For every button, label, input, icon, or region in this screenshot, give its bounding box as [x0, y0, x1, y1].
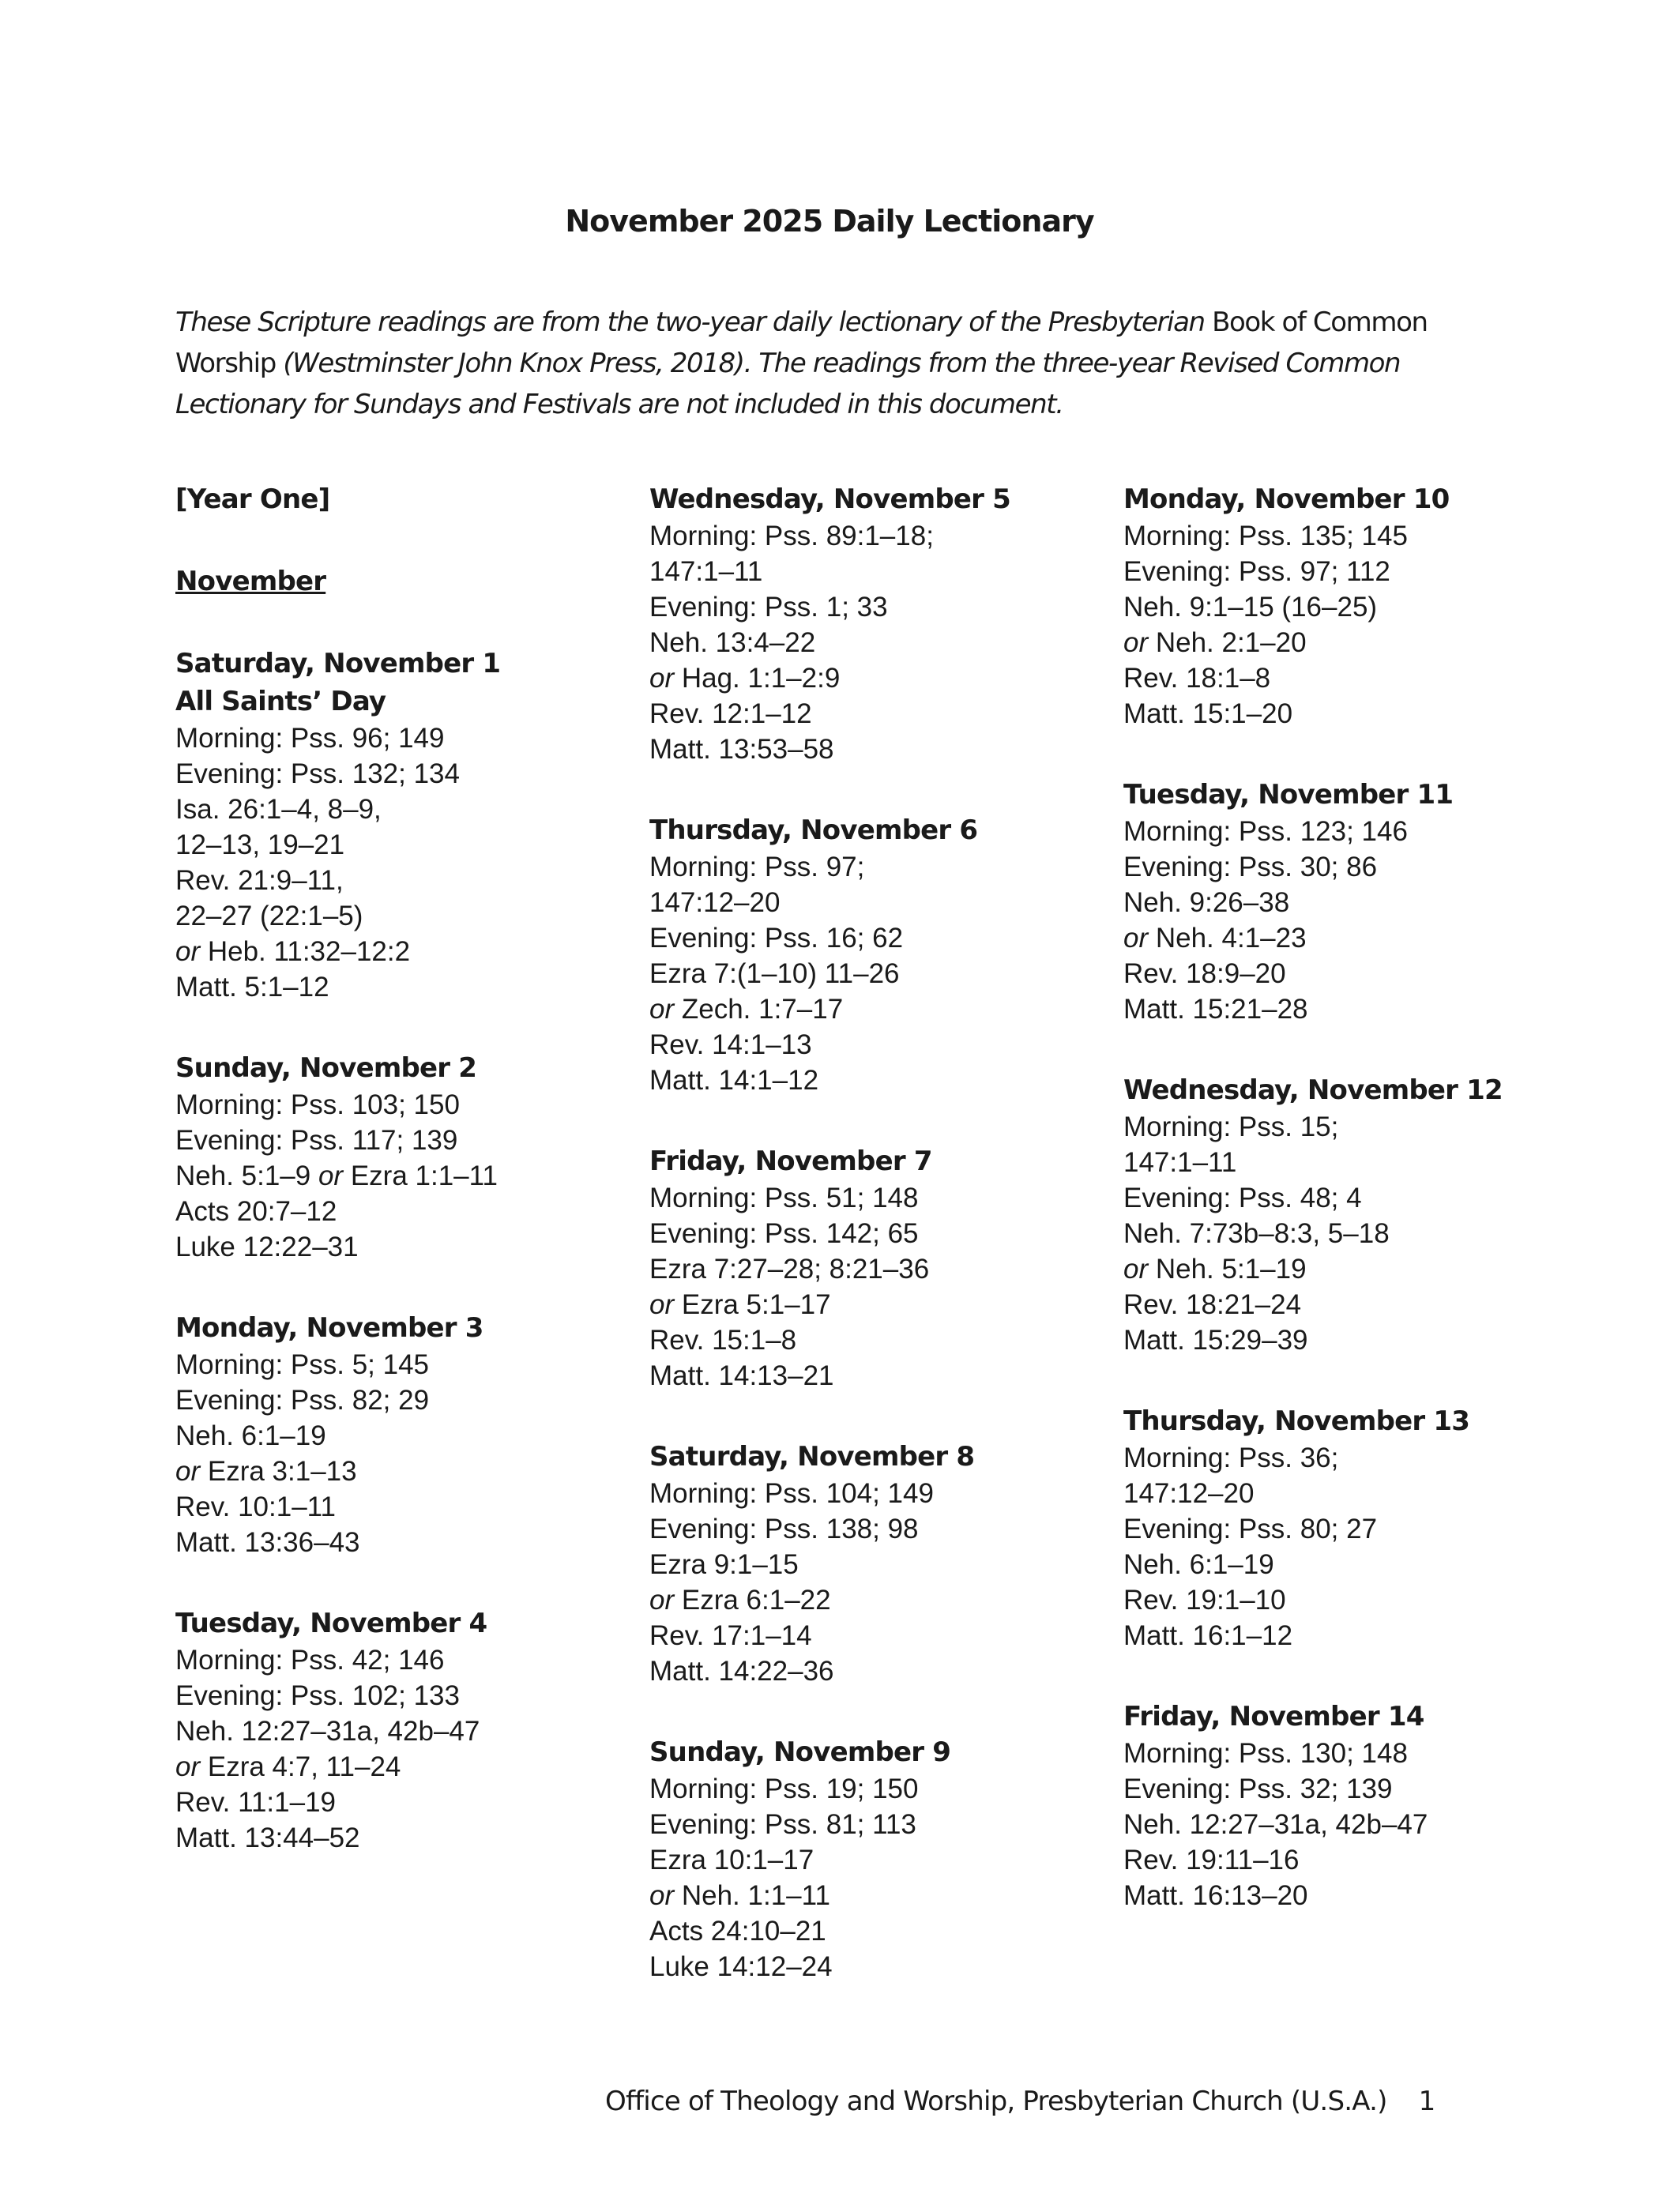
day-heading: Thursday, November 13 — [1123, 1405, 1470, 1437]
reading-line — [175, 1347, 634, 1382]
reading-text: Evening: Pss. 80; 27 — [1123, 1514, 1378, 1544]
alternative-marker: or — [649, 1289, 675, 1320]
reading-line — [649, 625, 1108, 660]
reading-line — [649, 1322, 1108, 1358]
reading-line — [1123, 1771, 1582, 1807]
reading-text: Matt. 13:53–58 — [649, 734, 834, 765]
reading-line — [175, 969, 634, 1005]
reading-line — [649, 885, 1108, 920]
reading-entry — [649, 1142, 1108, 1394]
page-footer — [605, 2086, 1435, 2117]
reading-text: 147:12–20 — [649, 887, 781, 918]
reading-line — [175, 863, 634, 898]
page-title: November 2025 Daily Lectionary — [565, 204, 1094, 239]
reading-line — [1123, 660, 1582, 696]
reading-line — [649, 1251, 1108, 1287]
reading-line — [175, 1820, 634, 1856]
day-heading: Thursday, November 6 — [649, 814, 978, 846]
day-heading: Sunday, November 2 — [175, 1052, 477, 1084]
reading-text: Neh. 7:73b–8:3, 5–18 — [1123, 1218, 1390, 1249]
reading-line — [649, 660, 1108, 696]
reading-text: Evening: Pss. 142; 65 — [649, 1218, 919, 1249]
reading-text: Matt. 15:21–28 — [1123, 994, 1308, 1025]
reading-text: Evening: Pss. 97; 112 — [1123, 556, 1390, 587]
reading-text: Matt. 13:36–43 — [175, 1527, 360, 1558]
reading-text: Morning: Pss. 123; 146 — [1123, 816, 1408, 847]
day-heading: Friday, November 7 — [649, 1146, 932, 1177]
reading-text: Ezra 7:(1–10) 11–26 — [649, 958, 900, 989]
reading-line — [1123, 1511, 1582, 1547]
day-heading: Wednesday, November 12 — [1123, 1074, 1503, 1106]
reading-text: Neh. 5:1–9 — [175, 1161, 318, 1191]
reading-text: Rev. 18:21–24 — [1123, 1289, 1302, 1320]
reading-line — [1123, 1807, 1582, 1842]
alternative-marker: or — [318, 1161, 344, 1191]
reading-text: Neh. 1:1–11 — [674, 1880, 830, 1911]
reading-line — [649, 1807, 1108, 1842]
reading-text: Morning: Pss. 130; 148 — [1123, 1738, 1408, 1769]
reading-text: Acts 24:10–21 — [649, 1916, 826, 1947]
reading-line — [1123, 554, 1582, 589]
reading-text: Isa. 26:1–4, 8–9, — [175, 794, 382, 825]
reading-text: Neh. 13:4–22 — [649, 627, 816, 658]
reading-line — [1123, 1145, 1582, 1180]
reading-text: Morning: Pss. 97; — [649, 852, 865, 882]
intro-text-3: not included in this document. — [686, 389, 1063, 420]
reading-text: 147:1–11 — [1123, 1147, 1237, 1178]
reading-line — [1123, 625, 1582, 660]
reading-line — [649, 956, 1108, 991]
reading-text: Morning: Pss. 104; 149 — [649, 1478, 934, 1509]
column-2 — [649, 480, 1108, 2029]
reading-text: Neh. 9:1–15 (16–25) — [1123, 592, 1378, 623]
reading-line — [175, 1525, 634, 1560]
reading-line — [175, 1785, 634, 1820]
reading-line — [175, 1678, 634, 1714]
column-1 — [175, 480, 634, 1900]
reading-line — [649, 1582, 1108, 1618]
reading-line — [175, 1454, 634, 1489]
reading-line — [649, 554, 1108, 589]
reading-line — [649, 696, 1108, 732]
alternative-marker: or — [175, 1456, 201, 1487]
reading-text: Evening: Pss. 1; 33 — [649, 592, 888, 623]
reading-text: Rev. 11:1–19 — [175, 1787, 337, 1818]
reading-text: Evening: Pss. 132; 134 — [175, 758, 460, 789]
reading-text: Ezra 1:1–11 — [343, 1161, 498, 1191]
reading-entry — [1123, 480, 1582, 732]
reading-line — [1123, 518, 1582, 554]
reading-text: Morning: Pss. 19; 150 — [649, 1774, 919, 1804]
day-heading: Tuesday, November 4 — [175, 1608, 487, 1639]
reading-text: Rev. 19:11–16 — [1123, 1845, 1300, 1875]
reading-line — [649, 1949, 1108, 1984]
reading-text: Evening: Pss. 117; 139 — [175, 1125, 458, 1156]
reading-line — [649, 1511, 1108, 1547]
reading-line — [649, 1063, 1108, 1098]
reading-text: Evening: Pss. 16; 62 — [649, 923, 904, 954]
page-number: 1 — [1418, 2086, 1435, 2117]
reading-entry — [1123, 1071, 1582, 1358]
reading-text: Morning: Pss. 89:1–18; — [649, 521, 934, 551]
alternative-marker: or — [1123, 627, 1149, 658]
reading-line — [649, 1878, 1108, 1913]
reading-text: Matt. 14:1–12 — [649, 1065, 819, 1096]
reading-entry — [175, 645, 634, 1005]
column-preface — [175, 480, 634, 600]
reading-text: Neh. 4:1–23 — [1148, 923, 1307, 954]
reading-line — [175, 934, 634, 969]
day-heading: Monday, November 3 — [175, 1312, 483, 1344]
reading-text: Matt. 14:13–21 — [649, 1360, 834, 1391]
reading-text: Neh. 5:1–19 — [1148, 1254, 1307, 1285]
reading-line — [649, 849, 1108, 885]
reading-line — [1123, 920, 1582, 956]
reading-text: Ezra 10:1–17 — [649, 1845, 814, 1875]
intro-book-title: Book of Common Worship — [175, 307, 1428, 379]
reading-line — [649, 920, 1108, 956]
reading-line — [175, 1229, 634, 1265]
reading-line — [1123, 1251, 1582, 1287]
reading-line — [175, 1123, 634, 1158]
alternative-marker: or — [649, 1585, 675, 1616]
reading-line — [1123, 1618, 1582, 1653]
day-heading: Saturday, November 8 — [649, 1441, 975, 1473]
reading-line — [1123, 1180, 1582, 1216]
reading-entry — [175, 1049, 634, 1265]
reading-text: Evening: Pss. 48; 4 — [1123, 1183, 1362, 1213]
day-heading: Monday, November 10 — [1123, 483, 1450, 515]
reading-text: Morning: Pss. 135; 145 — [1123, 521, 1408, 551]
reading-entry — [1123, 776, 1582, 1027]
day-heading: Sunday, November 9 — [649, 1736, 951, 1768]
reading-text: Morning: Pss. 96; 149 — [175, 723, 445, 754]
reading-text: 147:12–20 — [1123, 1478, 1255, 1509]
reading-line — [175, 1158, 634, 1194]
reading-line — [649, 1913, 1108, 1949]
reading-text: Evening: Pss. 102; 133 — [175, 1680, 460, 1711]
reading-text: Evening: Pss. 30; 86 — [1123, 852, 1378, 882]
alternative-marker: or — [1123, 923, 1149, 954]
reading-line — [175, 1489, 634, 1525]
reading-text: Matt. 15:29–39 — [1123, 1325, 1308, 1356]
reading-text: Evening: Pss. 81; 113 — [649, 1809, 916, 1840]
reading-line — [175, 1194, 634, 1229]
reading-line — [1123, 956, 1582, 991]
reading-line — [1123, 885, 1582, 920]
reading-line — [649, 1771, 1108, 1807]
reading-text: Neh. 12:27–31a, 42b–47 — [175, 1716, 480, 1747]
reading-text: Rev. 14:1–13 — [649, 1029, 812, 1060]
reading-text: Evening: Pss. 138; 98 — [649, 1514, 919, 1544]
reading-text: Matt. 15:1–20 — [1123, 698, 1293, 729]
reading-text: Ezra 4:7, 11–24 — [200, 1751, 401, 1782]
reading-line — [649, 1842, 1108, 1878]
reading-line — [1123, 1547, 1582, 1582]
reading-line — [175, 898, 634, 934]
reading-text: Rev. 18:9–20 — [1123, 958, 1286, 989]
reading-line — [1123, 1109, 1582, 1145]
reading-line — [175, 720, 634, 756]
reading-line — [649, 1216, 1108, 1251]
day-heading: Wednesday, November 5 — [649, 483, 1011, 515]
reading-line — [649, 1653, 1108, 1689]
reading-line — [1123, 696, 1582, 732]
day-heading: Friday, November 14 — [1123, 1701, 1424, 1732]
reading-text: Neh. 2:1–20 — [1148, 627, 1307, 658]
reading-line — [649, 1476, 1108, 1511]
reading-entry — [649, 811, 1108, 1098]
reading-line — [175, 1087, 634, 1123]
reading-text: Neh. 6:1–19 — [1123, 1549, 1274, 1580]
reading-line — [649, 589, 1108, 625]
year-label: [Year One] — [175, 483, 330, 515]
reading-entry — [175, 1604, 634, 1856]
reading-line — [175, 756, 634, 792]
reading-text: Neh. 12:27–31a, 42b–47 — [1123, 1809, 1428, 1840]
reading-line — [1123, 1440, 1582, 1476]
reading-text: Matt. 16:13–20 — [1123, 1880, 1308, 1911]
feast-name: All Saints’ Day — [175, 686, 386, 717]
reading-text: Neh. 6:1–19 — [175, 1420, 326, 1451]
reading-line — [1123, 814, 1582, 849]
reading-line — [175, 1749, 634, 1785]
reading-text: Morning: Pss. 42; 146 — [175, 1645, 445, 1676]
reading-line — [175, 792, 634, 827]
reading-line — [649, 732, 1108, 767]
reading-text: Ezra 5:1–17 — [674, 1289, 831, 1320]
reading-text: Hag. 1:1–2:9 — [674, 663, 841, 694]
reading-line — [649, 991, 1108, 1027]
reading-line — [649, 518, 1108, 554]
reading-entry — [1123, 1698, 1582, 1913]
reading-line — [649, 1358, 1108, 1394]
reading-text: Rev. 18:1–8 — [1123, 663, 1271, 694]
reading-text: Evening: Pss. 32; 139 — [1123, 1774, 1393, 1804]
reading-text: 22–27 (22:1–5) — [175, 901, 363, 931]
reading-line — [1123, 1736, 1582, 1771]
reading-text: Matt. 13:44–52 — [175, 1823, 360, 1853]
reading-text: Zech. 1:7–17 — [674, 994, 844, 1025]
reading-line — [175, 1642, 634, 1678]
reading-line — [1123, 1476, 1582, 1511]
alternative-marker: or — [175, 1751, 201, 1782]
reading-text: Morning: Pss. 51; 148 — [649, 1183, 919, 1213]
reading-text: Matt. 16:1–12 — [1123, 1620, 1293, 1651]
day-heading: Saturday, November 1 — [175, 648, 501, 679]
reading-text: Matt. 14:22–36 — [649, 1656, 834, 1687]
reading-line — [649, 1287, 1108, 1322]
reading-line — [1123, 1878, 1582, 1913]
reading-line — [1123, 849, 1582, 885]
footer-text: Office of Theology and Worship, Presbyterian Church (U.S.A.) — [605, 2086, 1387, 2117]
reading-text: Ezra 7:27–28; 8:21–36 — [649, 1254, 930, 1285]
reading-text: Evening: Pss. 82; 29 — [175, 1385, 430, 1416]
column-3 — [1123, 480, 1582, 1958]
reading-line — [649, 1547, 1108, 1582]
reading-text: Rev. 17:1–14 — [649, 1620, 812, 1651]
reading-text: Ezra 3:1–13 — [200, 1456, 357, 1487]
reading-text: Rev. 15:1–8 — [649, 1325, 797, 1356]
reading-text: Luke 12:22–31 — [175, 1232, 359, 1262]
reading-line — [1123, 1322, 1582, 1358]
reading-text: Luke 14:12–24 — [649, 1951, 833, 1982]
reading-text: Ezra 6:1–22 — [674, 1585, 831, 1616]
reading-text: Morning: Pss. 15; — [1123, 1112, 1339, 1142]
reading-text: Morning: Pss. 36; — [1123, 1443, 1339, 1473]
month-label: November — [175, 566, 326, 597]
reading-entry — [649, 1733, 1108, 1984]
reading-line — [1123, 1582, 1582, 1618]
reading-line — [649, 1618, 1108, 1653]
reading-text: Rev. 19:1–10 — [1123, 1585, 1286, 1616]
reading-line — [1123, 1287, 1582, 1322]
alternative-marker: or — [649, 663, 675, 694]
reading-line — [1123, 1842, 1582, 1878]
reading-line — [175, 1382, 634, 1418]
reading-text: Ezra 9:1–15 — [649, 1549, 799, 1580]
reading-line — [1123, 991, 1582, 1027]
reading-text: Matt. 5:1–12 — [175, 972, 329, 1003]
alternative-marker: or — [1123, 1254, 1149, 1285]
reading-text: Morning: Pss. 5; 145 — [175, 1349, 429, 1380]
reading-text: 147:1–11 — [649, 556, 763, 587]
reading-line — [649, 1027, 1108, 1063]
reading-line — [175, 827, 634, 863]
reading-line — [1123, 589, 1582, 625]
intro-paragraph — [175, 302, 1518, 425]
reading-entry — [649, 480, 1108, 767]
reading-line — [1123, 1216, 1582, 1251]
reading-text: Rev. 21:9–11, — [175, 865, 344, 896]
reading-entry — [649, 1438, 1108, 1689]
reading-entry — [175, 1309, 634, 1560]
reading-text: Rev. 10:1–11 — [175, 1492, 337, 1522]
reading-text: Acts 20:7–12 — [175, 1196, 337, 1227]
alternative-marker: or — [649, 994, 675, 1025]
reading-line — [649, 1180, 1108, 1216]
alternative-marker: or — [175, 936, 201, 967]
intro-text-2: (Westminster John Knox Press, 2018). The readings from the three-year Revised Common Lectionary for Sundays and Festivals are — [175, 348, 1401, 420]
reading-entry — [1123, 1402, 1582, 1653]
reading-line — [175, 1714, 634, 1749]
reading-text: Heb. 11:32–12:2 — [200, 936, 411, 967]
intro-text-1: These Scripture readings are from the two-year daily lectionary of the Presbyterian — [175, 307, 1213, 338]
reading-line — [175, 1418, 634, 1454]
reading-text: Morning: Pss. 103; 150 — [175, 1089, 460, 1120]
alternative-marker: or — [649, 1880, 675, 1911]
reading-text: Rev. 12:1–12 — [649, 698, 812, 729]
reading-text: 12–13, 19–21 — [175, 830, 345, 860]
day-heading: Tuesday, November 11 — [1123, 779, 1454, 811]
reading-text: Neh. 9:26–38 — [1123, 887, 1290, 918]
